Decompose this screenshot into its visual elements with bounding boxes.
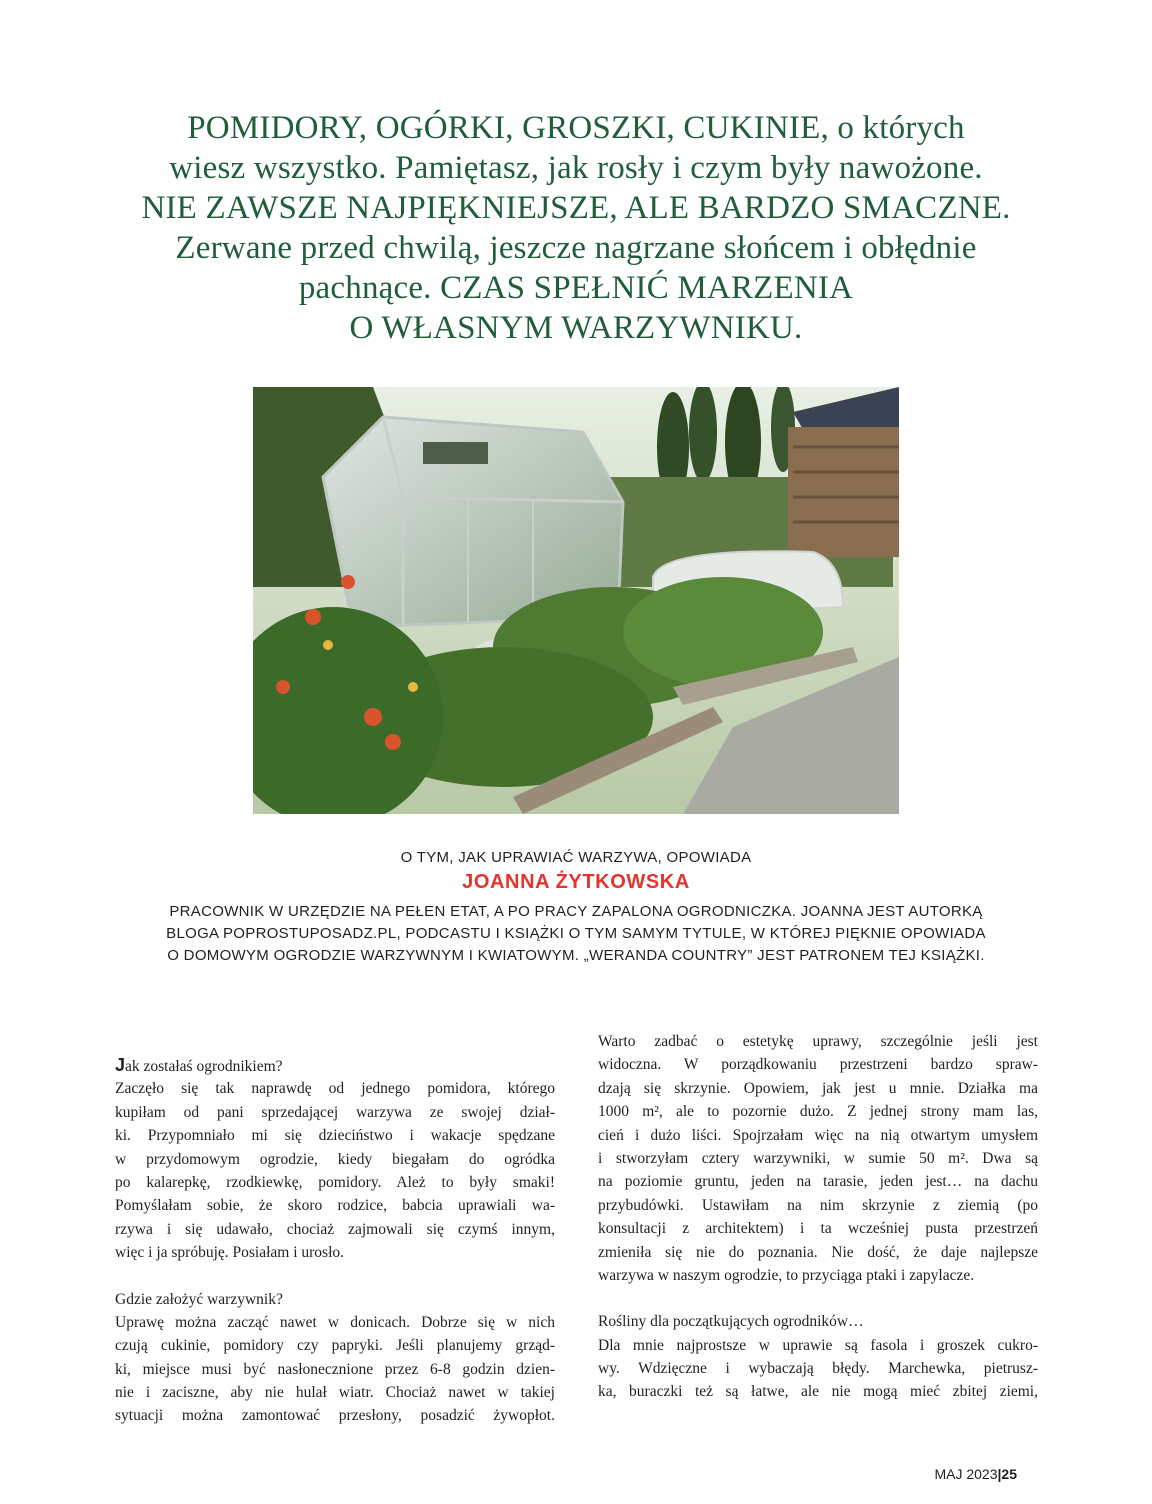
author-bio: [100, 901, 1052, 967]
answer-line: dzają się skrzynie. Opowiem, jak jest u mnie. Działka ma: [598, 1079, 1038, 1097]
interview-question: Gdzie założyć warzywnik?: [115, 1290, 283, 1308]
article-column-right: [598, 1030, 1038, 1404]
headline-line: O WŁASNYM WARZYWNIKU.: [349, 310, 803, 346]
answer-line: Zaczęło się tak naprawdę od jednego pomidora, którego: [115, 1080, 555, 1098]
answer-line: warzywa w naszym ogrodzie, to przyciąga ptaki i zapylacze.: [598, 1266, 975, 1284]
answer-line: Dla mnie najprostsze w uprawie są fasola i groszek cukro-: [598, 1336, 1038, 1354]
answer-line: widoczna. W porządkowaniu przestrzeni bardzo spraw-: [598, 1056, 1038, 1074]
headline-line: NIE ZAWSZE NAJPIĘKNIEJSZE, ALE BARDZO SMACZNE.: [141, 190, 1011, 226]
answer-line: więc i ja spróbuję. Posiałam i urosło.: [115, 1244, 345, 1262]
headline-line: pachnące. CZAS SPEŁNIĆ MARZENIA: [298, 270, 854, 306]
bio-line: PRACOWNIK W URZĘDZIE NA PEŁEN ETAT, A PO PRACY ZAPALONA OGRODNICZKA. JOANNA JEST AUTORKĄ: [169, 903, 983, 920]
article-column-left: [115, 1054, 555, 1428]
answer-line: 1000 m², ale to pozornie dużo. Z jednej strony mam las,: [598, 1103, 1038, 1121]
bio-line: O DOMOWYM OGRODZIE WARZYWNYM I KWIATOWYM. „WERANDA COUNTRY” JEST PATRONEM TEJ KSIĄŻKI.: [167, 947, 985, 964]
page-number: 25: [1001, 1466, 1017, 1482]
question-initial: J: [115, 1055, 126, 1075]
answer-line: przybudówki. Ustawiłam na nim skrzynie z ziemią (po: [598, 1196, 1038, 1214]
answer-line: ka, buraczki też są łatwe, ale nie mogą mieć zbitej ziemi,: [598, 1383, 1038, 1401]
answer-line: wy. Wdzięczne i wybaczają błędy. Marchewka, pietrusz-: [598, 1360, 1038, 1378]
headline-line: wiesz wszystko. Pamiętasz, jak rosły i czym były nawożone.: [169, 150, 983, 186]
answer-line: Warto zadbać o estetykę uprawy, szczególnie jeśli jest: [598, 1033, 1038, 1050]
headline-line: Zerwane przed chwilą, jeszcze nagrzane słońcem i obłędnie: [175, 230, 977, 266]
garden-photo: [253, 387, 899, 814]
greenhouse-garden-illustration: [253, 387, 899, 814]
answer-line: zmieniła się nie do poznania. Nie dość, że daje najlepsze: [598, 1243, 1038, 1261]
issue-date: MAJ 2023: [934, 1466, 998, 1482]
interview-question: Rośliny dla początkujących ogrodników…: [598, 1313, 864, 1331]
answer-line: czują cukinie, pomidory czy papryki. Jeśli planujemy grząd-: [115, 1337, 555, 1355]
intro-lead: O TYM, JAK UPRAWIAĆ WARZYWA, OPOWIADA: [400, 849, 752, 866]
answer-line: ki. Przypomniało mi się dzieciństwo i wakacje spędzane: [115, 1127, 555, 1145]
answer-line: sytuacji można zamontować przesłony, posadzić żywopłot.: [115, 1407, 555, 1425]
answer-line: konsultacji z architektem) i ta wcześniej pusta przestrzeń: [598, 1220, 1038, 1238]
answer-line: po kalarepkę, rzodkiewkę, pomidory. Ależ to były smaki!: [115, 1173, 555, 1191]
answer-line: Pomyślałam sobie, że skoro rodzice, babcia uprawiali wa-: [115, 1197, 555, 1215]
answer-line: nie i zaciszne, aby nie hulał wiatr. Chociaż nawet w takiej: [115, 1384, 555, 1402]
author-name: JOANNA ŻYTKOWSKA: [462, 871, 690, 893]
answer-line: cień i dużo liści. Spojrzałam więc na nią otwartym umysłem: [598, 1126, 1038, 1144]
question-text: ak zostałaś ogrodnikiem?: [125, 1058, 283, 1075]
answer-line: kupiłam od pani sprzedającej warzywa ze swojej dział-: [115, 1103, 555, 1121]
interview-question: [115, 1054, 555, 1077]
answer-line: ki, miejsce musi być nasłonecznione przez 6-8 godzin dzien-: [115, 1360, 555, 1378]
page-folio: MAJ 2023|25: [934, 1466, 1017, 1482]
answer-line: na poziomie gruntu, jeden na tarasie, jeden jest… na dachu: [598, 1173, 1038, 1191]
answer-line: w przydomowym ogrodzie, kiedy biegałam do ogródka: [115, 1150, 555, 1168]
answer-line: i stworzyłam cztery warzywniki, w sumie 50 m². Dwa są: [598, 1149, 1038, 1167]
bio-line: BLOGA POPROSTUPOSADZ.PL, PODCASTU I KSIĄŻKI O TYM SAMYM TYTULE, W KTÓREJ PIĘKNIE OPOWIADA: [166, 925, 986, 942]
headline-line: POMIDORY, OGÓRKI, GROSZKI, CUKINIE, o których: [187, 110, 965, 146]
author-intro: [100, 848, 1052, 967]
answer-line: rzywa i się udawało, chociaż zajmowali się czymś innym,: [115, 1220, 555, 1238]
answer-line: Uprawę można zacząć nawet w donicach. Dobrze się w nich: [115, 1313, 555, 1331]
headline: [100, 108, 1052, 348]
